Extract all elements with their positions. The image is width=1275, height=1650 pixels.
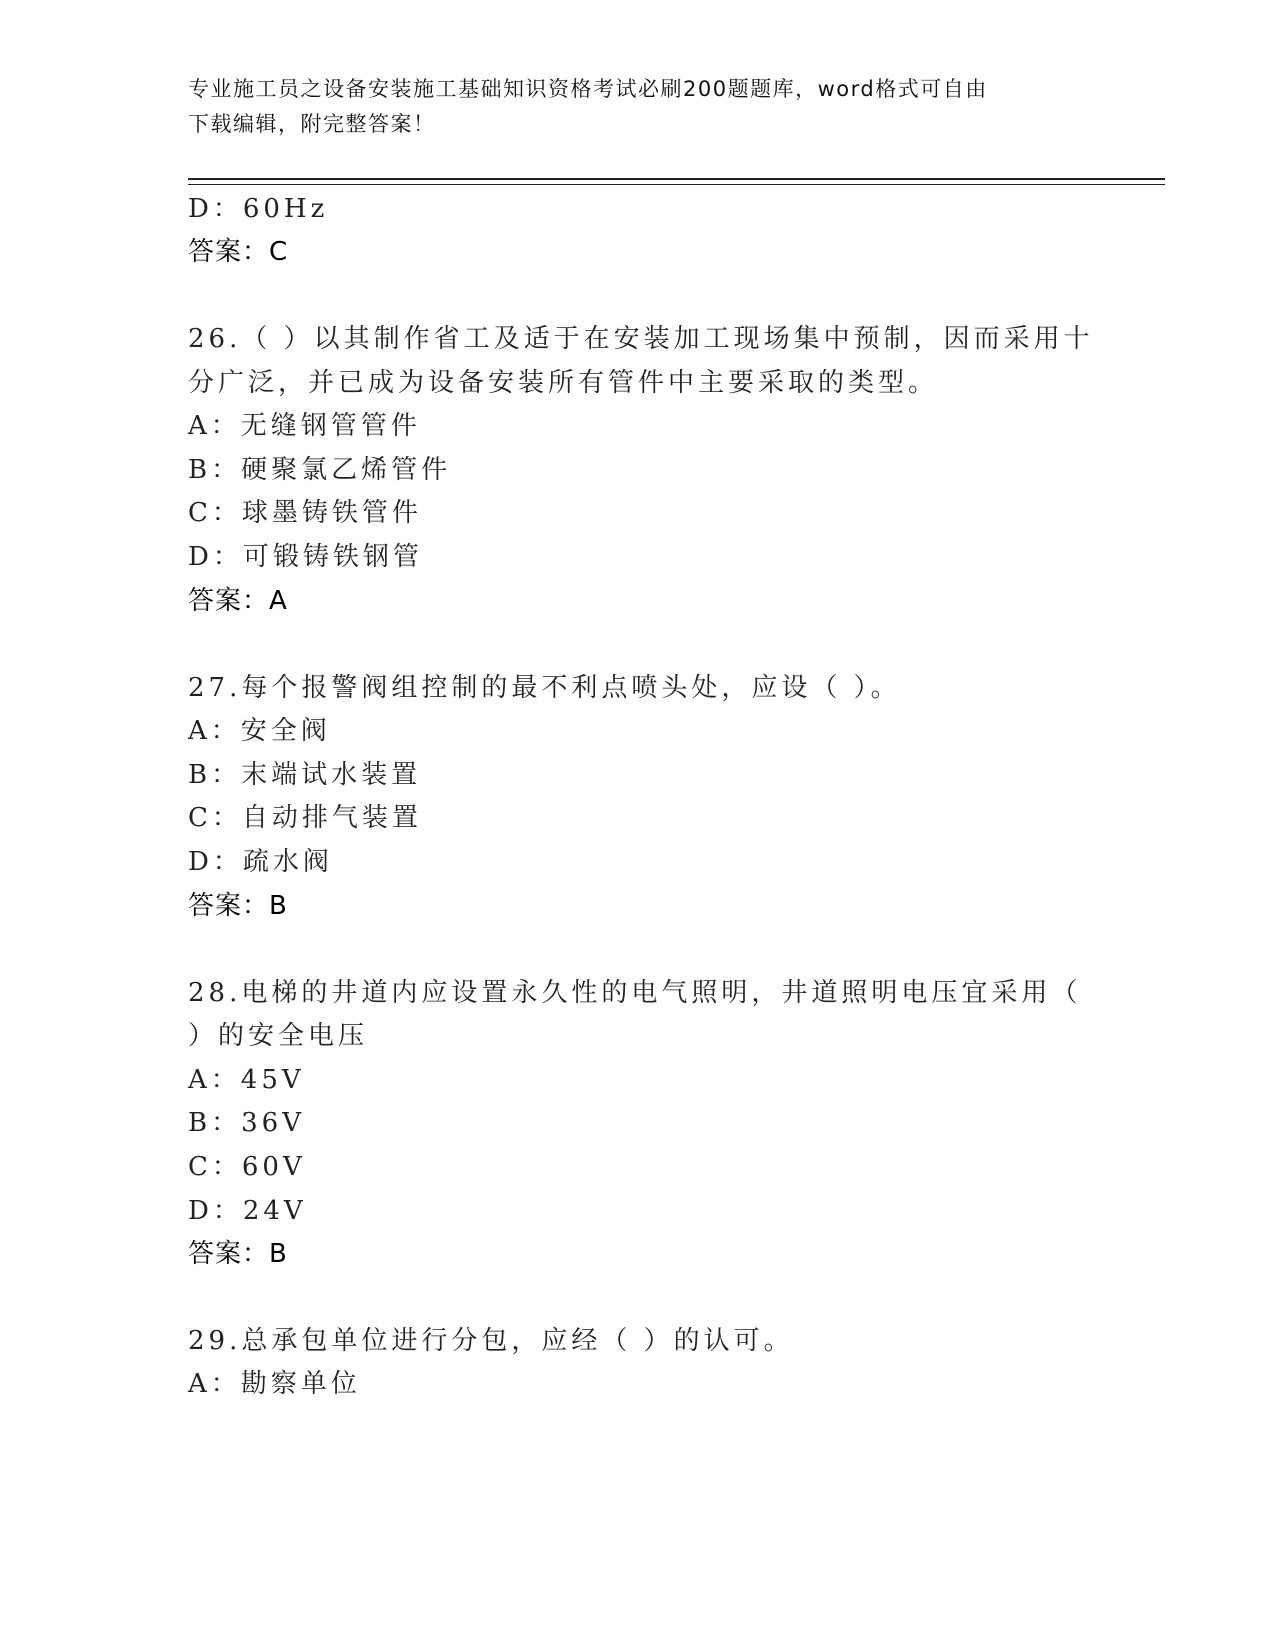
header-line-1: 专业施工员之设备安装施工基础知识资格考试必刷200题题库，word格式可自由 — [188, 77, 988, 101]
question-28-option-b: B：36V — [188, 1108, 305, 1138]
question-28-option-a: A：45V — [188, 1065, 305, 1095]
question-28-option-d: D：24V — [188, 1196, 307, 1226]
question-26-option-a: A：无缝钢管管件 — [188, 411, 421, 441]
question-26-option-b: B：硬聚氯乙烯管件 — [188, 455, 452, 485]
question-26-option-c: C：球墨铸铁管件 — [188, 498, 422, 528]
question-26-stem-line-1: 26.（ ）以其制作省工及适于在安装加工现场集中预制，因而采用十 — [188, 324, 1094, 354]
header-divider-thin — [188, 184, 1165, 185]
question-28-stem-line-2: ）的安全电压 — [188, 1021, 369, 1051]
header-line-2: 下载编辑，附完整答案！ — [188, 112, 436, 136]
option-d: D：60Hz — [188, 194, 329, 224]
question-28-stem-line-1: 28.电梯的井道内应设置永久性的电气照明，井道照明电压宜采用（ — [188, 978, 1082, 1008]
header-divider-thick — [188, 178, 1165, 180]
question-27-answer: 答案：B — [188, 891, 288, 921]
question-27-option-c: C：自动排气装置 — [188, 803, 422, 833]
question-27-stem: 27.每个报警阀组控制的最不利点喷头处，应设（ ）。 — [188, 673, 901, 703]
document-header — [188, 72, 1088, 142]
question-29-option-a: A：勘察单位 — [188, 1369, 361, 1399]
question-28-option-c: C：60V — [188, 1152, 306, 1182]
question-26-answer: 答案：A — [188, 586, 288, 616]
question-27-option-a: A：安全阀 — [188, 716, 331, 746]
question-27-option-b: B：末端试水装置 — [188, 760, 422, 790]
question-29-stem: 29.总承包单位进行分包，应经（ ）的认可。 — [188, 1326, 794, 1356]
question-27-option-d: D：疏水阀 — [188, 847, 333, 877]
question-28-answer: 答案：B — [188, 1239, 288, 1269]
question-26-stem-line-2: 分广泛，并已成为设备安装所有管件中主要采取的类型。 — [188, 368, 939, 398]
question-26-option-d: D：可锻铸铁钢管 — [188, 542, 423, 572]
answer-line: 答案：C — [188, 237, 289, 267]
